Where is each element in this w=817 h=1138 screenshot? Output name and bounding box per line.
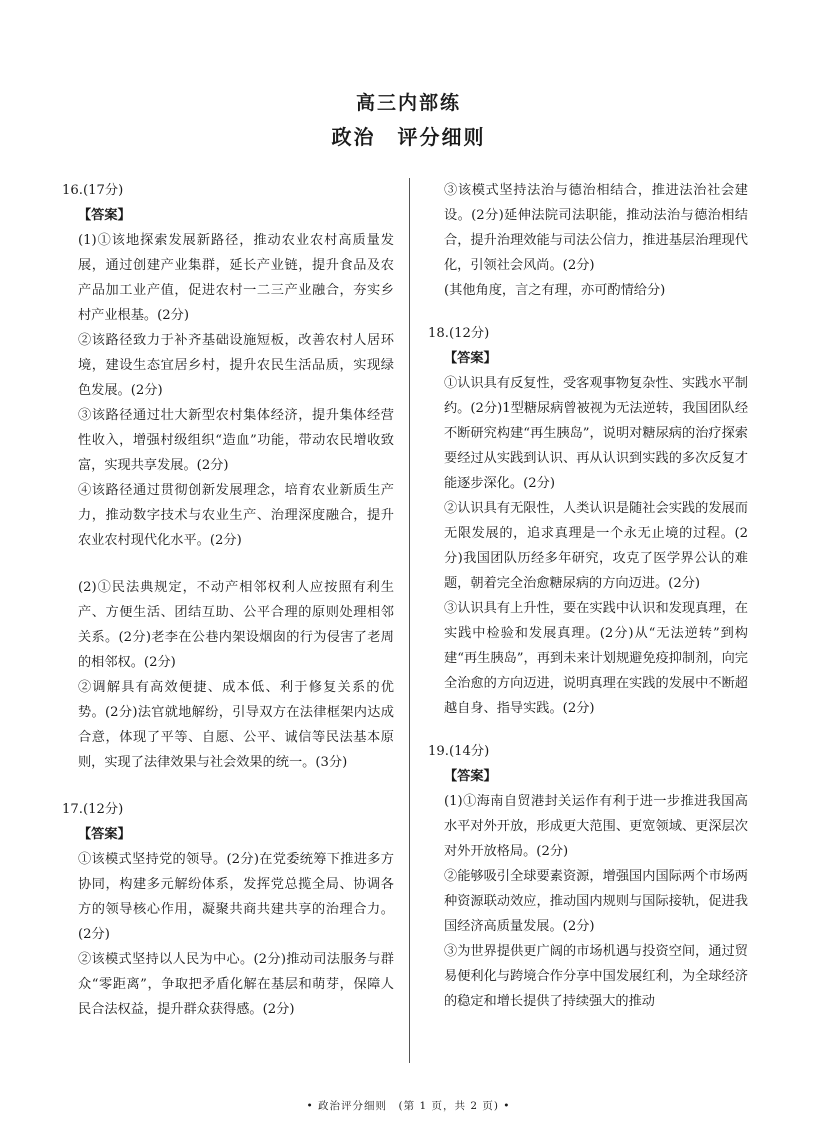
q17-paragraph: ①该模式坚持党的领导。(2分)在党委统筹下推进多方协同，构建多元解纷体系，发挥党总揽全局、协调各方的领导核心作用，凝聚共商共建共享的治理合力。(2分) xyxy=(78,852,394,942)
q17-paragraph: ②该模式坚持以人民为中心。(2分)推动司法服务与群众“零距离”，争取把矛盾化解在基层和萌芽，保障人民合法权益，提升群众获得感。(2分) xyxy=(78,952,394,1017)
q17-paragraph: ③该模式坚持法治与德治相结合，推进法治社会建设。(2分)延伸法院司法职能，推动法治与德治相结合，提升治理效能与司法公信力，推进基层治理现代化，引领社会风尚。(2分) xyxy=(444,183,748,273)
question-18-number: 18.(12分) xyxy=(428,326,490,341)
q17-note: (其他角度，言之有理，亦可酌情给分) xyxy=(444,283,666,298)
q16-paragraph: ④该路径通过贯彻创新发展理念，培育农业新质生产力，推动数字技术与农业生产、治理深度融合，提升农业农村现代化水平。(2分) xyxy=(78,483,394,548)
q16-paragraph: ②调解具有高效便捷、成本低、利于修复关系的优势。(2分)法官就地解纷，引导双方在法律框架内达成合意，体现了平等、自愿、公平、诚信等民法基本原则，实现了法律效果与社会效果的统一。(3分) xyxy=(78,680,394,770)
question-19-number: 19.(14分) xyxy=(428,744,490,759)
q18-paragraph: ③认识具有上升性，要在实践中认识和发现真理，在实践中检验和发展真理。(2分)从“无法逆转”到构建“再生胰岛”，再到未来计划规避免疫抑制剂，向完全治愈的方向迈进，说明真理在实践的发展中不断超越自身、指导实践。(2分) xyxy=(444,601,748,716)
page-title: 高三内部练 xyxy=(355,92,461,114)
q18-paragraph: ①认识具有反复性，受客观事物复杂性、实践水平制约。(2分)1型糖尿病曾被视为无法逆转，我国团队经不断研究构建“再生胰岛”，说明对糖尿病的治疗探索要经过从实践到认识、再从认识到实践的多次反复才能逐步深化。(2分) xyxy=(444,376,749,491)
left-column xyxy=(62,178,394,1022)
page-subtitle: 政治 评分细则 xyxy=(331,125,486,149)
q16-paragraph: ②该路径致力于补齐基础设施短板，改善农村人居环境，建设生态宜居乡村，提升农民生活品质，实现绿色发展。(2分) xyxy=(78,333,394,398)
q19-paragraph: (1)①海南自贸港封关运作有利于进一步推进我国高水平对外开放，形成更大范围、更宽领域、更深层次对外开放格局。(2分) xyxy=(444,794,748,859)
q16-paragraph: (2)①民法典规定，不动产相邻权利人应按照有利生产、方便生活、团结互助、公平合理的原则处理相邻关系。(2分)老李在公巷内架设烟囱的行为侵害了老周的相邻权。(2分) xyxy=(78,580,394,670)
column-divider xyxy=(409,178,410,1063)
q16-paragraph: (1)①该地探索发展新路径，推动农业农村高质量发展，通过创建产业集群，延长产业链，提升食品及农产品加工业产值，促进农村一二三产业融合，夯实乡村产业根基。(2分) xyxy=(78,233,394,323)
question-16-number: 16.(17分) xyxy=(62,183,124,198)
question-17-answer-label: 【答案】 xyxy=(78,827,131,842)
question-19-answer-label: 【答案】 xyxy=(444,769,497,784)
q16-paragraph: ③该路径通过壮大新型农村集体经济，提升集体经营性收入，增强村级组织“造血”功能，带动农民增收致富，实现共享发展。(2分) xyxy=(78,408,394,473)
page-footer: • 政治评分细则 (第 1 页，共 2 页) • xyxy=(306,1100,511,1112)
q19-paragraph: ②能够吸引全球要素资源，增强国内国际两个市场两种资源联动效应，推动国内规则与国际接轨，促进我国经济高质量发展。(2分) xyxy=(444,869,748,934)
q18-paragraph: ②认识具有无限性，人类认识是随社会实践的发展而无限发展的，追求真理是一个永无止境的过程。(2分)我国团队历经多年研究，攻克了医学界公认的难题，朝着完全治愈糖尿病的方向迈进。(2分) xyxy=(444,501,748,591)
q19-paragraph: ③为世界提供更广阔的市场机遇与投资空间，通过贸易便利化与跨境合作分享中国发展红利，为全球经济的稳定和增长提供了持续强大的推动 xyxy=(444,944,748,1009)
question-17-number: 17.(12分) xyxy=(62,802,124,817)
right-column xyxy=(428,178,748,1014)
question-18-answer-label: 【答案】 xyxy=(444,351,497,366)
question-16-answer-label: 【答案】 xyxy=(78,208,131,223)
